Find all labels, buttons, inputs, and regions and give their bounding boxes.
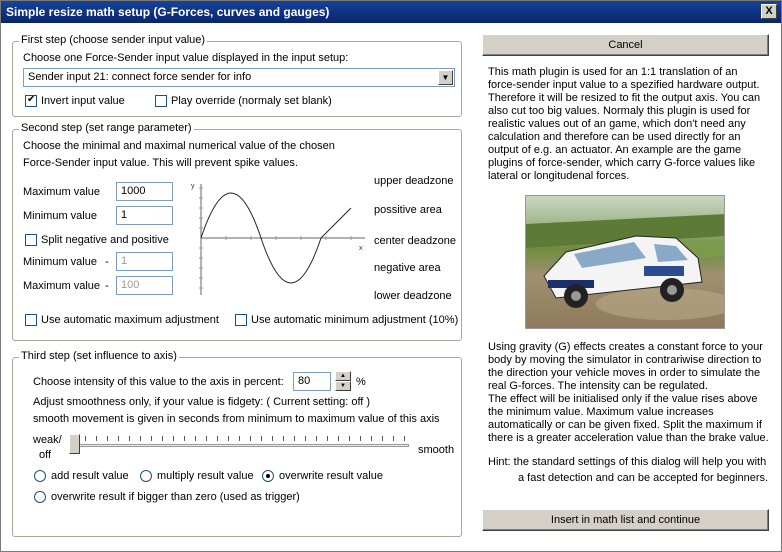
weak-label-2: off bbox=[39, 449, 52, 461]
sender-input-value: Sender input 21: connect force sender for info bbox=[28, 71, 252, 83]
hint-line-1: Hint: the standard settings of this dialog will help you with bbox=[488, 456, 767, 468]
slider-thumb[interactable] bbox=[69, 434, 80, 454]
rally-car-icon bbox=[526, 196, 725, 329]
radio-trigger-label: overwrite result if bigger than zero (used as trigger) bbox=[51, 491, 300, 503]
slider-tick bbox=[404, 436, 405, 441]
graph-x-label: x bbox=[359, 245, 363, 252]
smoothness-desc: smooth movement is given in seconds from minimum to maximum value of this axis bbox=[33, 413, 440, 425]
slider-tick bbox=[283, 436, 284, 441]
curve-graph bbox=[189, 180, 369, 298]
third-step-group bbox=[12, 350, 462, 537]
radio-multiply-label: multiply result value bbox=[157, 470, 254, 482]
zone-negative-area: negative area bbox=[374, 262, 441, 274]
second-step-group bbox=[12, 122, 462, 341]
weak-label-1: weak/ bbox=[33, 434, 62, 446]
slider-tick bbox=[140, 436, 141, 441]
slider-tick bbox=[272, 436, 273, 441]
radio-overwrite-label: overwrite result value bbox=[279, 470, 383, 482]
range-desc-1: Choose the minimal and maximal numerical value of the chosen bbox=[23, 140, 335, 152]
slider-tick bbox=[316, 436, 317, 441]
slider-tick bbox=[393, 436, 394, 441]
slider-tick bbox=[118, 436, 119, 441]
smoothness-slider[interactable] bbox=[69, 430, 409, 458]
zone-lower-deadzone: lower deadzone bbox=[374, 290, 452, 302]
invert-input-checkbox[interactable] bbox=[25, 95, 37, 107]
slider-tick bbox=[349, 436, 350, 441]
slider-tick bbox=[239, 436, 240, 441]
zone-positive-area: possitive area bbox=[374, 204, 442, 216]
zone-center-deadzone: center deadzone bbox=[374, 235, 456, 247]
invert-input-label: Invert input value bbox=[41, 95, 125, 107]
first-step-group bbox=[12, 34, 462, 117]
slider-tick bbox=[382, 436, 383, 441]
slider-tick bbox=[184, 436, 185, 441]
slider-tick bbox=[129, 436, 130, 441]
intensity-label: Choose intensity of this value to the axis in percent: bbox=[33, 376, 284, 388]
input-prompt: Choose one Force-Sender input value displayed in the input setup: bbox=[23, 52, 349, 64]
slider-tick bbox=[261, 436, 262, 441]
slider-tick bbox=[338, 436, 339, 441]
split-checkbox[interactable] bbox=[25, 234, 37, 246]
min-value-input[interactable]: 1 bbox=[116, 206, 173, 225]
sender-input-select[interactable] bbox=[23, 68, 455, 87]
slider-tick bbox=[327, 436, 328, 441]
radio-trigger[interactable] bbox=[34, 491, 46, 503]
play-override-label: Play override (normaly set blank) bbox=[171, 95, 332, 107]
slider-tick bbox=[294, 436, 295, 441]
slider-tick bbox=[228, 436, 229, 441]
auto-min-checkbox[interactable] bbox=[235, 314, 247, 326]
third-step-legend: Third step (set influence to axis) bbox=[21, 350, 177, 362]
info-text-2: Using gravity (G) effects creates a constant force to your body by moving the simulator in contrariwise direction to the direction your vehicle moves in order to simulate the real G-forces. The intensity can be regulated. bbox=[488, 341, 763, 392]
info-text-3: The effect will be initialised only if the value rises above the minimum value. Maximum value increases automatically or can be given fixed. Split the maximum if there is a greater acceleration value than the brake value. bbox=[488, 393, 769, 444]
radio-overwrite[interactable] bbox=[262, 470, 274, 482]
slider-tick bbox=[305, 436, 306, 441]
graph-y-label: y bbox=[191, 183, 195, 190]
slider-tick bbox=[250, 436, 251, 441]
play-override-checkbox[interactable] bbox=[155, 95, 167, 107]
neg-min-label: Minimum value bbox=[23, 256, 97, 268]
slider-tick bbox=[151, 436, 152, 441]
slider-track bbox=[69, 444, 409, 447]
max-value-input[interactable]: 1000 bbox=[116, 182, 173, 201]
max-value-label: Maximum value bbox=[23, 186, 101, 198]
slider-tick bbox=[217, 436, 218, 441]
auto-max-checkbox[interactable] bbox=[25, 314, 37, 326]
intensity-input[interactable]: 80 bbox=[293, 372, 331, 391]
radio-add-label: add result value bbox=[51, 470, 129, 482]
zone-upper-deadzone: upper deadzone bbox=[374, 175, 454, 187]
slider-tick bbox=[195, 436, 196, 441]
cancel-button[interactable]: Cancel bbox=[482, 34, 769, 56]
spin-down-icon[interactable]: ▼ bbox=[335, 381, 351, 391]
neg-min-prefix: - bbox=[105, 256, 109, 268]
window-title: Simple resize math setup (G-Forces, curves and gauges) bbox=[6, 5, 330, 19]
neg-min-input[interactable]: 1 bbox=[116, 252, 173, 271]
second-step-legend: Second step (set range parameter) bbox=[21, 122, 192, 134]
hint-line-2: a fast detection and can be accepted for beginners. bbox=[518, 472, 769, 484]
slider-tick bbox=[360, 436, 361, 441]
smooth-label: smooth bbox=[418, 444, 455, 456]
intensity-unit: % bbox=[356, 376, 366, 388]
neg-max-label: Maximum value bbox=[23, 280, 101, 292]
slider-tick bbox=[173, 436, 174, 441]
slider-tick bbox=[107, 436, 108, 441]
slider-tick bbox=[162, 436, 163, 441]
info-text-1: This math plugin is used for an 1:1 translation of an force-sender input value to a spezified hardware output. Therefore it will be resized to fit the output axis. You can also cut too big values. Normaly this plugin is used for realistic values out of an game, which don't need any calculation and therefore can be used directly for an output of e.g. an actuator. An example are the game plugins of force-sender, which carry G-force values like lateral or longitudenal forces. bbox=[488, 66, 761, 182]
slider-tick bbox=[206, 436, 207, 441]
slider-tick bbox=[371, 436, 372, 441]
neg-max-prefix: - bbox=[105, 280, 109, 292]
auto-min-label: Use automatic minimum adjustment (10%) bbox=[251, 314, 459, 326]
min-value-label: Minimum value bbox=[23, 210, 97, 222]
smoothness-hint: Adjust smoothness only, if your value is fidgety: ( Current setting: off ) bbox=[33, 396, 371, 408]
split-label: Split negative and positive bbox=[41, 234, 169, 246]
auto-max-label: Use automatic maximum adjustment bbox=[41, 314, 219, 326]
radio-multiply[interactable] bbox=[140, 470, 152, 482]
insert-continue-button[interactable]: Insert in math list and continue bbox=[482, 509, 769, 531]
slider-tick bbox=[96, 436, 97, 441]
intensity-spinner[interactable] bbox=[335, 371, 351, 392]
neg-max-input[interactable]: 100 bbox=[116, 276, 173, 295]
range-desc-2: Force-Sender input value. This will prevent spike values. bbox=[23, 157, 298, 169]
close-button[interactable]: X bbox=[761, 4, 777, 19]
first-step-legend: First step (choose sender input value) bbox=[21, 34, 206, 46]
radio-add[interactable] bbox=[34, 470, 46, 482]
slider-tick bbox=[85, 436, 86, 441]
rally-car-photo bbox=[525, 195, 725, 329]
chevron-down-icon[interactable]: ▼ bbox=[438, 70, 453, 85]
spin-up-icon[interactable]: ▲ bbox=[335, 371, 351, 381]
title-bar bbox=[1, 1, 781, 23]
